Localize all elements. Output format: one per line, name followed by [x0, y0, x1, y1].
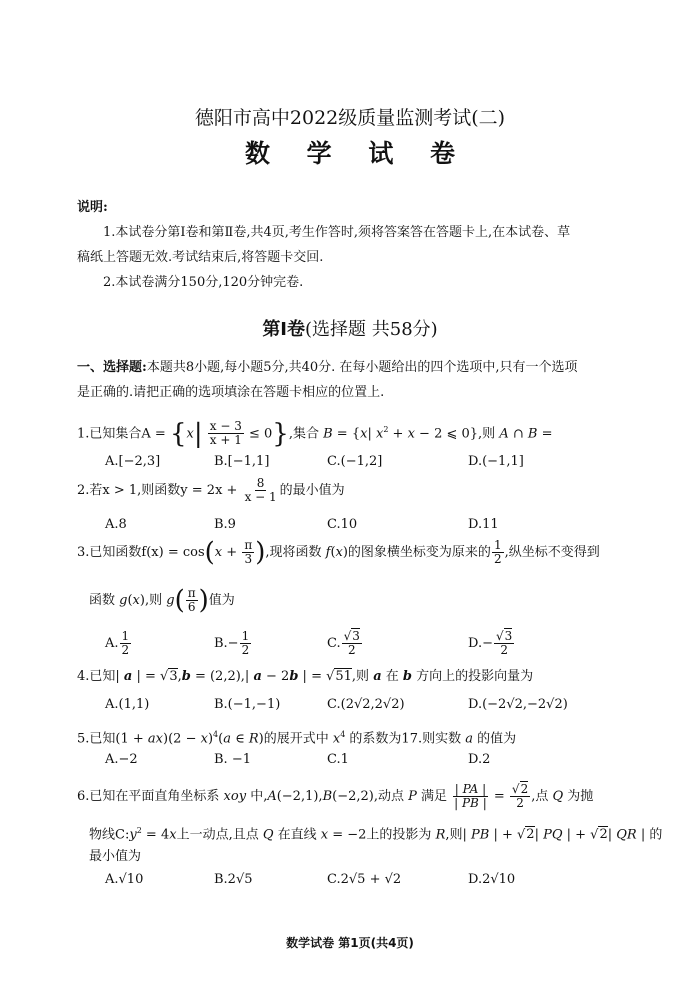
q5-option-a[interactable]: A.−2 — [105, 752, 138, 767]
q4-option-d[interactable]: D.(−2√2,−2√2) — [468, 697, 568, 712]
q6-option-a[interactable]: A.√10 — [105, 872, 144, 887]
q4-number: 4. — [77, 669, 90, 684]
question-5: 5.已知$(1 + ax)(2 - x)^4(a$ ∈ R)的展开式中 $x^4$ 的系数为17.则实数 a 的值为 — [77, 730, 517, 747]
q6-option-b[interactable]: B.2√5 — [214, 872, 253, 887]
q2-option-c[interactable]: C.10 — [327, 517, 358, 532]
q6-option-d[interactable]: D.2√10 — [468, 872, 516, 887]
question-6: 6.已知在平面直角坐标系 xoy 中,A(−2,1),B(−2,2),动点 P 满足 $\frac{| PA |}{| PB |}$ = $\frac{√2}{2}$ ,点 Q 为抛 — [77, 782, 594, 810]
instructions-line-a — [77, 359, 578, 377]
q4-option-c[interactable]: C.(2√2,2√2) — [327, 697, 405, 712]
question-3-cont: 函数 g(x),则 g( $\frac{\pi}{6}$ )值为 — [89, 585, 235, 616]
q3-option-c[interactable]: C. $\frac{√3}{2}$ — [327, 629, 360, 657]
section-title: (选择题 共58分) — [305, 319, 438, 340]
q2-option-a[interactable]: A.8 — [105, 517, 127, 532]
q2-option-b[interactable]: B.9 — [214, 517, 236, 532]
q5-option-b[interactable]: B. −1 — [214, 752, 251, 767]
instructions-line-b: 是正确的.请把正确的选项填涂在答题卡相应的位置上. — [77, 385, 385, 400]
q1-option-c[interactable]: C.(−1,2] — [327, 454, 383, 469]
exam-title: 德阳市高中2022级质量监测考试(二) — [194, 107, 506, 129]
instructions-text-a: 本题共8小题,每小题5分,共40分. 在每小题给出的四个选项中,只有一个选项 — [146, 360, 578, 375]
page-footer: 数学试卷 第1页(共4页) — [286, 936, 414, 950]
q3-option-d[interactable]: D.− $\frac{√3}{2}$ — [468, 629, 513, 657]
q4-option-b[interactable]: B.(−1,−1) — [214, 697, 281, 712]
question-3: 3.已知函数f(x) = cos(x + $\frac{\pi}{3}$ ),现将函数 f(x)的图象横坐标变为原来的 $\frac{1}{2}$ ,纵坐标不变得到 — [77, 537, 600, 568]
q1-option-a[interactable]: A.[−2,3] — [105, 454, 161, 469]
q6-option-c[interactable]: C.2√5 + √2 — [327, 872, 402, 887]
question-4: 4.已知| a | = √3,b = (2,2),| a − 2b | = √51,则 a 在 b 方向上的投影向量为 — [77, 669, 534, 684]
q3-option-a[interactable]: A. $\frac{1}{2}$ — [105, 629, 130, 657]
question-1: 1.已知集合A = {x| $\frac{x - 3}{x + 1}$ ≤ 0},集合 B = {x| $x^2 + x - 2$ ⩽ 0},则 A ∩ B = — [77, 418, 553, 449]
section-part: 第Ⅰ卷 — [262, 319, 306, 340]
q1-option-d[interactable]: D.(−1,1] — [468, 454, 524, 469]
question-6-cont2: 最小值为 — [89, 849, 142, 864]
notes-label: 说明: — [77, 200, 108, 215]
q3-stem: 已知函数f(x) = cos — [89, 545, 205, 560]
q3-option-b[interactable]: B.− $\frac{1}{2}$ — [214, 629, 250, 657]
q4-option-a[interactable]: A.(1,1) — [105, 697, 150, 712]
exam-subject-title: 数 学 试 卷 — [244, 139, 470, 168]
q2-stem: 若x > 1,则函数y = 2x + — [89, 483, 238, 498]
q5-option-d[interactable]: D.2 — [468, 752, 491, 767]
q5-number: 5. — [77, 731, 90, 747]
section-header — [0, 315, 700, 341]
q3-number: 3. — [77, 545, 90, 560]
notes-line-2: 2.本试卷满分150分,120分钟完卷. — [103, 275, 304, 290]
q2-number: 2. — [77, 483, 90, 498]
q1-number: 1. — [77, 426, 90, 442]
notes-line-1a: 1.本试卷分第Ⅰ卷和第Ⅱ卷,共4页,考生作答时,须将答案答在答题卡上,在本试卷、草 — [103, 225, 571, 240]
q5-option-c[interactable]: C.1 — [327, 752, 349, 767]
q1-stem: 已知集合A = — [89, 426, 166, 442]
q2-option-d[interactable]: D.11 — [468, 517, 499, 532]
q6-number: 6. — [77, 789, 90, 804]
question-6-cont: 物线$C:y^2 = 4x$上一动点,且点 Q 在直线 x = −2上的投影为 R,则| PB | + √2| PQ | + √2| QR | 的 — [89, 826, 663, 843]
instructions-label: 一、选择题: — [77, 360, 147, 375]
q1-option-b[interactable]: B.[−1,1] — [214, 454, 270, 469]
notes-line-1b: 稿纸上答题无效.考试结束后,将答题卡交回. — [77, 250, 324, 265]
question-2: 2.若x > 1,则函数y = 2x + $\frac{8}{x - 1}$ 的最小值为 — [77, 476, 345, 504]
